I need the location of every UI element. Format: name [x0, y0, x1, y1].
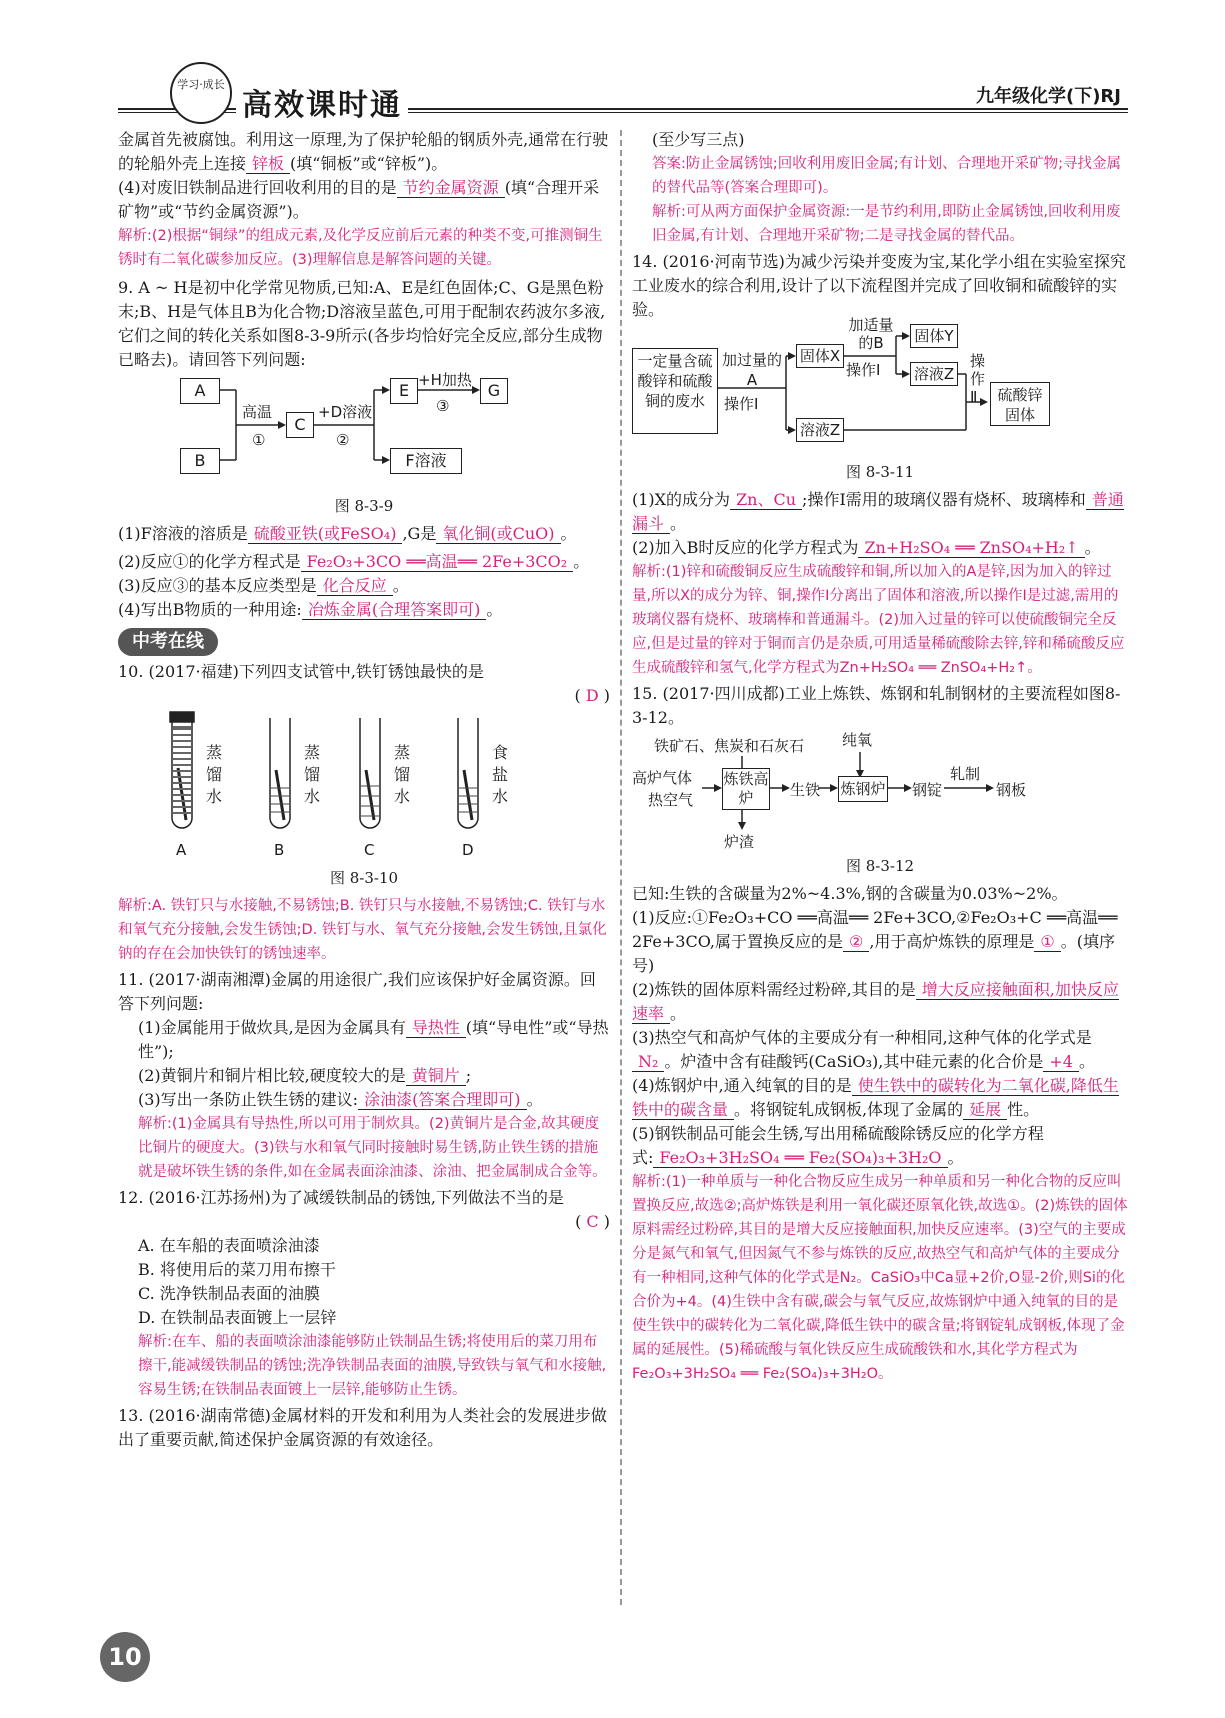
alarm-clock-logo-icon: 学习·成长 — [170, 62, 232, 124]
node-C: C — [286, 412, 314, 438]
q12-option-a: A. 在车船的表面喷涂油漆 — [138, 1236, 320, 1255]
label-raw-materials: 铁矿石、焦炭和石灰石 — [654, 737, 805, 755]
label-slag: 炉渣 — [724, 833, 755, 851]
solution-z-box-2: 溶液Z — [796, 418, 844, 442]
node-G: G — [480, 378, 508, 404]
page-number: 10 — [100, 1632, 150, 1682]
left-column — [118, 128, 610, 1452]
q15-2: (2)炼铁的固体原料需经过粉碎,其目的是 增大反应接触面积,加快反应速率 。 — [632, 980, 1119, 1023]
q12-answer: ( C ) — [575, 1212, 610, 1231]
q10-stem: 10. (2017·福建)下列四支试管中,铁钉锈蚀最快的是 — [118, 662, 484, 681]
exam-online-badge: 中考在线 — [118, 628, 218, 656]
q11-1: (1)金属能用于做炊具,是因为金属具有 导热性 (填“导电性”或“导热性”); — [138, 1018, 609, 1061]
q15-5: (5)钢铁制品可能会生锈,写出用稀硫酸除锈反应的化学方程式: Fe₂O₃+3H₂SO₄ ══ Fe₂(SO₄)₃+3H₂O 。 — [632, 1124, 1044, 1167]
q13-hint: (至少写三点) — [652, 130, 745, 149]
label-pig-iron: 生铁 — [790, 781, 821, 799]
tube-d-label: D — [462, 841, 474, 859]
label-step1: ① — [252, 431, 266, 449]
figure-8-3-10 — [118, 708, 610, 838]
tube-c-liquid: 蒸馏水 — [394, 743, 411, 806]
label-add-b: 加适量的B — [848, 316, 894, 352]
q14-2: (2)加入B时反应的化学方程式为 Zn+H₂SO₄ ══ ZnSO₄+H₂↑ 。 — [632, 538, 1101, 557]
node-B: B — [180, 448, 220, 474]
q8-explanation: 解析:(2)根据“铜绿”的组成元素,及化学反应前后元素的种类不变,可推测铜生锈时有二氧化碳参加反应。(3)理解信息是解答问题的关键。 — [118, 228, 603, 268]
blast-furnace-box: 炼铁高炉 — [722, 768, 770, 810]
label-pure-oxygen: 纯氧 — [842, 731, 873, 749]
tube-labels — [118, 838, 610, 862]
q11-stem: 11. (2017·湖南湘潭)金属的用途很广,我们应该保护好金属资源。回答下列问题: — [118, 970, 596, 1013]
fig9-caption: 图 8-3-9 — [334, 497, 394, 515]
label-rolling: 轧制 — [950, 765, 981, 783]
q12-explanation: 解析:在车、船的表面喷涂油漆能够防止铁制品生锈;将使用后的菜刀用布擦干,能减缓铁制品的锈蚀;洗净铁制品表面的油膜,导致铁与氧气和水接触,容易生锈;在铁制品表面镀上一层锌,能够防止生锈。 — [138, 1334, 607, 1398]
q12-option-b: B. 将使用后的菜刀用布擦干 — [138, 1260, 336, 1279]
q14-explanation: 解析:(1)锌和硫酸铜反应生成硫酸锌和铜,所以加入的A是锌,因为加入的锌过量,所以X的成分为锌、铜,操作Ⅰ分离出了固体和溶液,所以操作Ⅰ是过滤,需用的玻璃仪器有烧杯、玻璃棒和普通漏斗。(2)加入过量的锌可以使硫酸铜完全反应,但是过量的锌对于铜而言仍是杂质,可用适量稀硫酸除去锌,锌和稀硫酸反应生成硫酸锌和氢气,化学方程式为Zn+H₂SO₄ ══ ZnSO₄+H₂↑。 — [632, 564, 1125, 676]
q13-answer: 答案:防止金属锈蚀;回收利用废旧金属;有计划、合理地开采矿物;寻找金属的替代品等(答案合理即可)。 — [652, 156, 1122, 196]
q10-explanation: 解析:A. 铁钉只与水接触,不易锈蚀;B. 铁钉只与水接触,不易锈蚀;C. 铁钉与水和氧气充分接触,会发生锈蚀;D. 铁钉与水、氧气充分接触,会发生锈蚀,且氯化钠的存在会加快铁钉的锈蚀速率。 — [118, 898, 607, 962]
q15-explanation: 解析:(1)一种单质与一种化合物反应生成另一种单质和另一种化合物的反应叫置换反应,故选②;高炉炼铁是利用一氧化碳还原氧化铁,故选①。(2)炼铁的固体原料需经过粉碎,其目的是增大反应接触面积,加快反应速率。(3)空气的主要成分是氮气和氧气,但因氮气不参与炼铁的反应,故热空气和高炉气体的主要成分有一种相同,这种气体的化学式是N₂。CaSiO₃中Ca显+2价,O显-2价,则Si的化合价为+4。(4)生铁中含有碳,碳会与氧气反应,故炼钢炉中通入纯氧的目的是使生铁中的碳转化为二氧化碳,降低生铁中的碳含量;将钢锭轧成钢板,体现了金属的延展性。(5)稀硫酸与氧化铁反应生成硫酸铁和水,其化学方程式为Fe₂O₃+3H₂SO₄ ══ Fe₂(SO₄)₃+3H₂O。 — [632, 1174, 1128, 1382]
label-add-a: 加过量的A — [722, 351, 783, 389]
column-divider — [620, 130, 622, 1605]
q12-option-d: D. 在铁制品表面镀上一层锌 — [138, 1308, 337, 1327]
label-add-d: +D溶液 — [318, 403, 373, 421]
q15-stem: 15. (2017·四川成都)工业上炼铁、炼钢和轧制钢材的主要流程如图8-3-12。 — [632, 684, 1121, 727]
figure-8-3-9 — [118, 372, 610, 490]
q12-stem: 12. (2016·江苏扬州)为了减缓铁制品的锈蚀,下列做法不当的是 — [118, 1188, 564, 1207]
test-tubes-illustration — [118, 708, 610, 838]
q9-1: (1)F溶液的溶质是 硫酸亚铁(或FeSO₄) ,G是 氧化铜(或CuO) 。 — [118, 524, 577, 543]
label-high-temp: 高温 — [242, 403, 273, 421]
q8-part4: (4)对废旧铁制品进行回收利用的目的是 节约金属资源 (填“合理开采矿物”或“节约金属资源”)。 — [118, 178, 600, 221]
q10-answer: ( D ) — [574, 686, 610, 705]
label-op1-second: 操作Ⅰ — [846, 361, 881, 379]
q15-4: (4)炼钢炉中,通入纯氧的目的是 使生铁中的碳转化为二氧化碳,降低生铁中的碳含量 。将钢锭轧成钢板,体现了金属的 延展 性。 — [632, 1076, 1119, 1119]
label-op1: 操作Ⅰ — [724, 395, 759, 413]
tube-a-liquid: 蒸馏水 — [206, 743, 223, 806]
grade-label: 九年级化学(下)RJ — [972, 82, 1125, 108]
q9-3: (3)反应③的基本反应类型是 化合反应 。 — [118, 576, 409, 595]
tube-b-label: B — [274, 841, 285, 859]
q14-stem: 14. (2016·河南节选)为减少污染并变废为宝,某化学小组在实验室探究工业废水的综合利用,设计了以下流程图并完成了回收铜和硫酸锌的实验。 — [632, 252, 1126, 319]
label-furnace-gas: 高炉气体 — [632, 769, 693, 787]
solution-z-box-1: 溶液Z — [910, 362, 958, 386]
label-steel-plate: 钢板 — [996, 781, 1027, 799]
q11-3: (3)写出一条防止铁生锈的建议: 涂油漆(答案合理即可) 。 — [138, 1090, 543, 1109]
q9-4: (4)写出B物质的一种用途: 冶炼金属(合理答案即可) 。 — [118, 600, 503, 619]
q9-stem: 9. A ~ H是初中化学常见物质,已知:A、E是红色固体;C、G是黑色粉末;B、H是气体且B为化合物;D溶液呈蓝色,可用于配制农药波尔多液,它们之间的转化关系如图8-3-9所示(各步均恰好完全反应,部分生成物已略去)。请回答下列问题: — [118, 278, 606, 369]
label-hot-air: 热空气 — [648, 791, 694, 809]
q11-2: (2)黄铜片和铜片相比较,硬度较大的是 黄铜片 ; — [138, 1066, 472, 1085]
right-column — [632, 128, 1128, 1386]
fig10-caption: 图 8-3-10 — [329, 869, 399, 887]
tube-c-label: C — [364, 841, 375, 859]
q13-stem: 13. (2016·湖南常德)金属材料的开发和利用为人类社会的发展进步做出了重要贡献,简述保护金属资源的有效途径。 — [118, 1406, 607, 1449]
steel-furnace-box: 炼钢炉 — [838, 776, 888, 802]
figure-8-3-11 — [632, 316, 1128, 456]
solid-x-box: 固体X — [796, 344, 844, 368]
label-step3: ③ — [436, 397, 450, 415]
q15-1: (1)反应:①Fe₂O₃+CO ══高温══ 2Fe+3CO,②Fe₂O₃+C ══高温══ 2Fe+3CO,属于置换反应的是 ② ,用于高炉炼铁的原理是 ① 。(填序号) — [632, 908, 1118, 975]
q11-explanation: 解析:(1)金属具有导热性,所以可用于制炊具。(2)黄铜片是合金,故其硬度比铜片的硬度大。(3)铁与水和氧气同时接触时易生锈,防止铁生锈的措施就是破坏铁生锈的条件,如在金属表面涂油漆、涂油、把金属制成合金等。 — [138, 1116, 607, 1180]
brand-title: 高效课时通 — [236, 80, 408, 124]
waste-water-box: 一定量含硫酸锌和硫酸铜的废水 — [632, 348, 718, 434]
zinc-sulfate-box: 硫酸锌固体 — [990, 382, 1050, 426]
label-op2: 操作Ⅱ — [970, 352, 986, 406]
q15-3: (3)热空气和高炉气体的主要成分有一种相同,这种气体的化学式是N₂ 。炉渣中含有硅酸钙(CaSiO₃),其中硅元素的化合价是 +4 。 — [632, 1028, 1095, 1071]
tube-a-label: A — [176, 841, 187, 859]
tube-b-liquid: 蒸馏水 — [304, 743, 321, 806]
label-steel-ingot: 钢锭 — [912, 781, 943, 799]
q14-1: (1)X的成分为 Zn、Cu ;操作Ⅰ需用的玻璃仪器有烧杯、玻璃棒和 普通漏斗 。 — [632, 490, 1124, 533]
figure-8-3-12 — [632, 731, 1128, 851]
fig11-caption: 图 8-3-11 — [845, 463, 915, 481]
solid-y-box: 固体Y — [910, 324, 958, 348]
label-step2: ② — [336, 431, 350, 449]
tube-d-liquid: 食盐水 — [492, 743, 509, 806]
node-F: F溶液 — [390, 448, 462, 474]
q13-explanation: 解析:可从两方面保护金属资源:一是节约利用,即防止金属锈蚀,回收利用废旧金属,有计划、合理地开采矿物;二是寻找金属的替代品。 — [652, 204, 1121, 244]
fig12-caption: 图 8-3-12 — [845, 857, 915, 875]
node-E: E — [390, 378, 418, 404]
q8-part3: 金属首先被腐蚀。利用这一原理,为了保护轮船的钢质外壳,通常在行驶的轮船外壳上连接 锌板 (填“铜板”或“锌板”)。 — [118, 130, 609, 173]
q15-known: 已知:生铁的含碳量为2%~4.3%,钢的含碳量为0.03%~2%。 — [632, 884, 1068, 903]
q9-2: (2)反应①的化学方程式是 Fe₂O₃+3CO ══高温══ 2Fe+3CO₂ 。 — [118, 552, 590, 571]
label-add-h: +H加热 — [418, 371, 472, 389]
q12-option-c: C. 洗净铁制品表面的油膜 — [138, 1284, 320, 1303]
node-A: A — [180, 378, 220, 404]
